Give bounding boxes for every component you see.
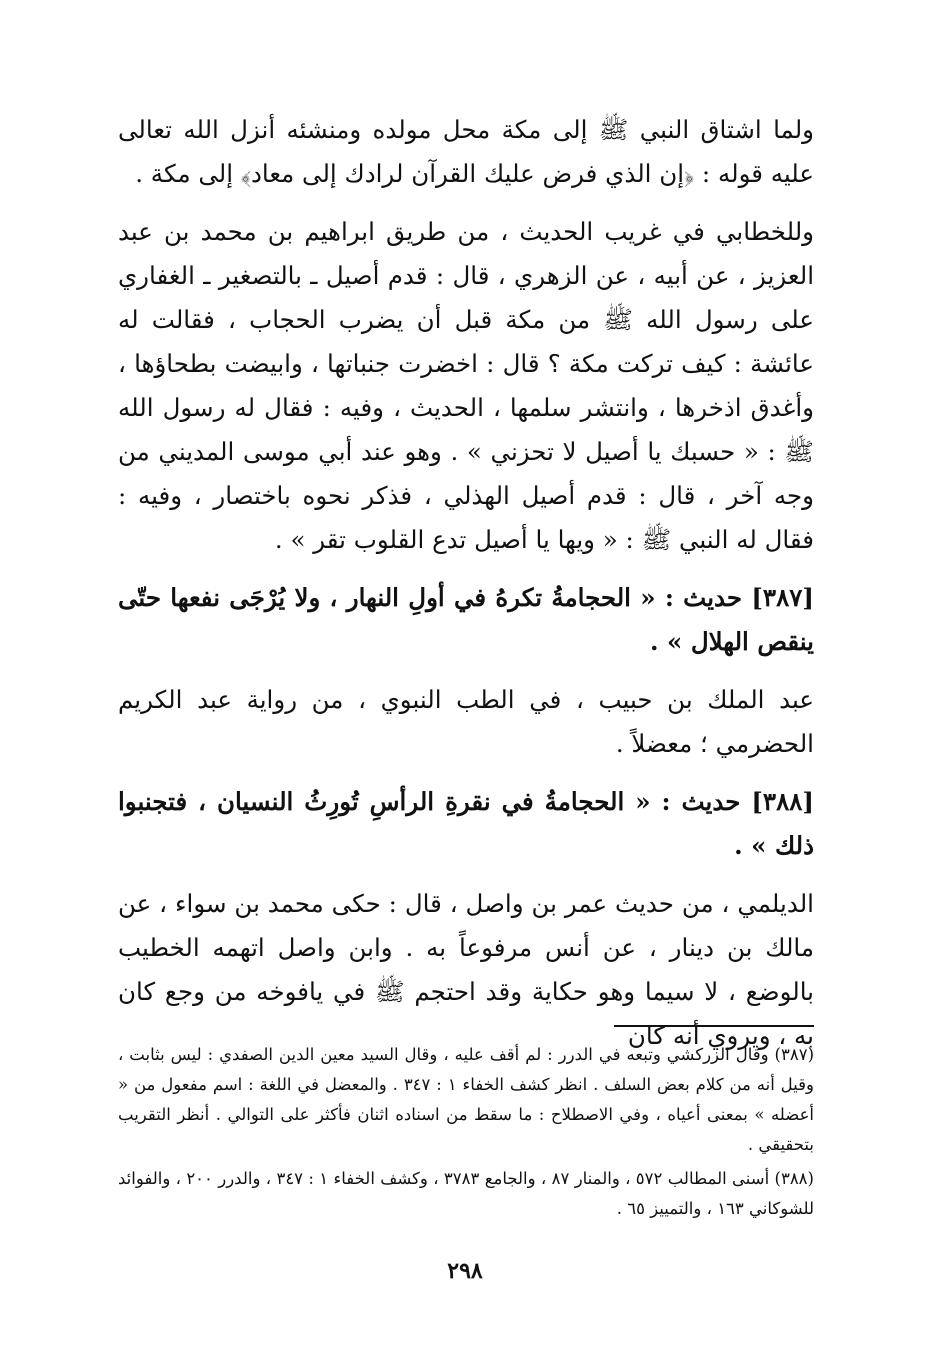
paragraph-daylami: الديلمي ، من حديث عمر بن واصل ، قال : حكى محمد بن سواء ، عن مالك بن دينار ، عن أنس مرفوعاً به . وابن واصل اتهمه الخطيب بالوضع ، لا سيما وهو حكاية وقد احتجم ﷺ في يافوخه من وجع كان به ، ويروي أنه كان <box>118 889 814 1050</box>
main-text <box>118 108 814 1058</box>
paragraph-khattabi: وللخطابي في غريب الحديث ، من طريق ابراهيم بن محمد بن عبد العزيز ، عن أبيه ، عن الزهري ، قال : قدم أصيل ـ بالتصغير ـ الغفاري على رسول الله ﷺ من مكة قبل أن يضرب الحجاب ، فقالت له عائشة : كيف تركت مكة ؟ قال : اخضرت جنباتها ، وابيضت بطحاؤها ، وأغدق اذخرها ، وانتشر سلمها ، الحديث ، وفيه : فقال له رسول الله ﷺ : « حسبك يا أصيل لا تحزني » . وهو عند أبي موسى المديني من وجه آخر ، قال : قدم أصيل الهذلي ، فذكر نحوه باختصار ، وفيه : فقال له النبي ﷺ : « ويها يا أصيل تدع القلوب تقر » . <box>118 217 814 554</box>
footnote-388: (٣٨٨) أسنى المطالب ٥٧٢ ، والمنار ٨٧ ، والجامع ٣٧٨٣ ، وكشف الخفاء ١ : ٣٤٧ ، والدرر ٢٠٠ ، والفوائد للشوكاني ١٦٣ ، والتمييز ٦٥ . <box>118 1169 814 1218</box>
footnote-separator <box>614 1025 814 1027</box>
footnote-387: (٣٨٧) وقال الزركشي وتبعه في الدرر : لم أقف عليه ، وقال السيد معين الدين الصفدي : ليس بثابت ، وقيل أنه من كلام بعض السلف . انظر كشف الخفاء ١ : ٣٤٧ . والمعضل في اللغة : اسم مفعول من « أعضله » بمعنى أعياه ، وفي الاصطلاح : ما سقط من اسناده اثنان فأكثر على التوالي . أنظر التقريب بتحقيقي . <box>118 1045 815 1154</box>
hadith-387: [٣٨٧] حديث : « الحجامةُ تكرهُ في أولِ النهار ، ولا يُرْجَى نفعها حتّى ينقص الهلال » . <box>118 583 814 656</box>
hadith-388: [٣٨٨] حديث : « الحجامةُ في نقرةِ الرأسِ تُورِثُ النسيان ، فتجنبوا ذلك » . <box>118 787 814 860</box>
paragraph-abdulmalik: عبد الملك بن حبيب ، في الطب النبوي ، من رواية عبد الكريم الحضرمي ؛ معضلاً . <box>118 685 814 758</box>
paragraph-intro: ولما اشتاق النبي ﷺ إلى مكة محل مولده ومنشئه أنزل الله تعالى عليه قوله : ﴿إن الذي فرض عليك القرآن لرادك إلى معاد﴾ إلى مكة . <box>118 115 814 188</box>
page-number: ٢٩٨ <box>447 1258 483 1284</box>
footnotes <box>118 1040 814 1228</box>
